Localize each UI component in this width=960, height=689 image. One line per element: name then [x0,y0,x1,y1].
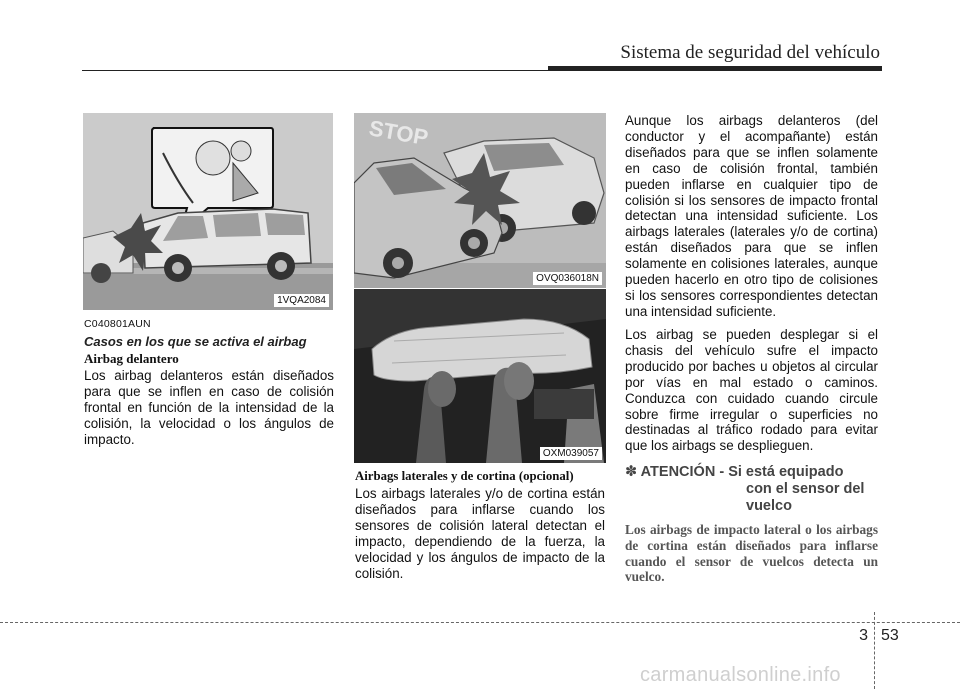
front-collision-drawing [83,113,333,310]
section-code: C040801AUN [84,318,151,330]
attention-note [625,464,885,585]
section-title: Sistema de seguridad del vehículo [620,42,880,63]
figure-code: OXM039057 [540,447,602,460]
attention-title-line2: con el sensor del [746,481,865,497]
page-number: 53 [881,627,899,644]
header-rule-accent [548,66,882,71]
rough-road-text: Los airbag se pueden desplegar si el chasis del vehículo sufre el impacto producido por baches u objetos al circular por vías en mal estado o caminos. Conduzca con cuidado cuando circule sobre firme irregular o superficies no destinadas al tráfico rodado para evitar que los airbags se desplieguen. [625,327,878,454]
side-airbag-text: Los airbags laterales y/o de cortina están diseñados para inflarse cuando los sensores de colisión lateral detectan el impacto, dependiendo de la fuerza, la velocidad y los ángulos de impacto de la colisión. [355,486,605,581]
side-collision-illustration [354,113,606,288]
curtain-airbag-illustration [354,289,606,463]
attention-title-line3: vuelco [746,498,792,514]
curtain-airbag-drawing [354,289,606,463]
chapter-number: 3 [859,627,868,644]
side-collision-drawing [354,113,606,288]
figure-code: OVQ036018N [533,272,602,285]
attention-body: Los airbags de impacto lateral o los airbags de cortina están diseñados para inflarse cuando el sensor de vuelcos detecta un vuelco. [625,522,878,585]
attention-title-line1: Si está equipado [728,464,844,480]
side-airbag-heading: Airbags laterales y de cortina (opcional) [355,469,574,483]
figure-code: 1VQA2084 [274,294,329,307]
front-collision-illustration [83,113,333,310]
page-number-separator [874,612,875,689]
airbag-deployment-text: Aunque los airbags delanteros (del conductor y el acompañante) están diseñados para que se inflen solamente en caso de colisión frontal, también pueden inflarse en cualquier tipo de colisión si los sensores de impacto frontal detectan una intensidad suficiente. Los airbags laterales (laterales y/o de cortina) están diseñados para que se inflen solamente en colisiones laterales, aunque pueden hacerlo en otro tipo de colisiones si los sensores correspondientes detectan una intensidad suficiente. [625,113,878,319]
attention-icon: ✽ [625,464,638,480]
attention-heading [625,464,885,481]
road-stop-marking: STOP [367,115,431,151]
attention-label: ATENCIÓN - [640,464,725,480]
front-airbag-text: Los airbag delanteros están diseñados para que se inflen en caso de colisión frontal en función de la intensidad de la colisión, la velocidad o los ángulos de impacto. [84,368,334,447]
front-airbag-heading: Airbag delantero [84,351,179,366]
watermark: carmanualsonline.info [640,664,841,686]
subsection-heading: Casos en los que se activa el airbag [84,334,307,349]
footer-rule [0,622,960,623]
